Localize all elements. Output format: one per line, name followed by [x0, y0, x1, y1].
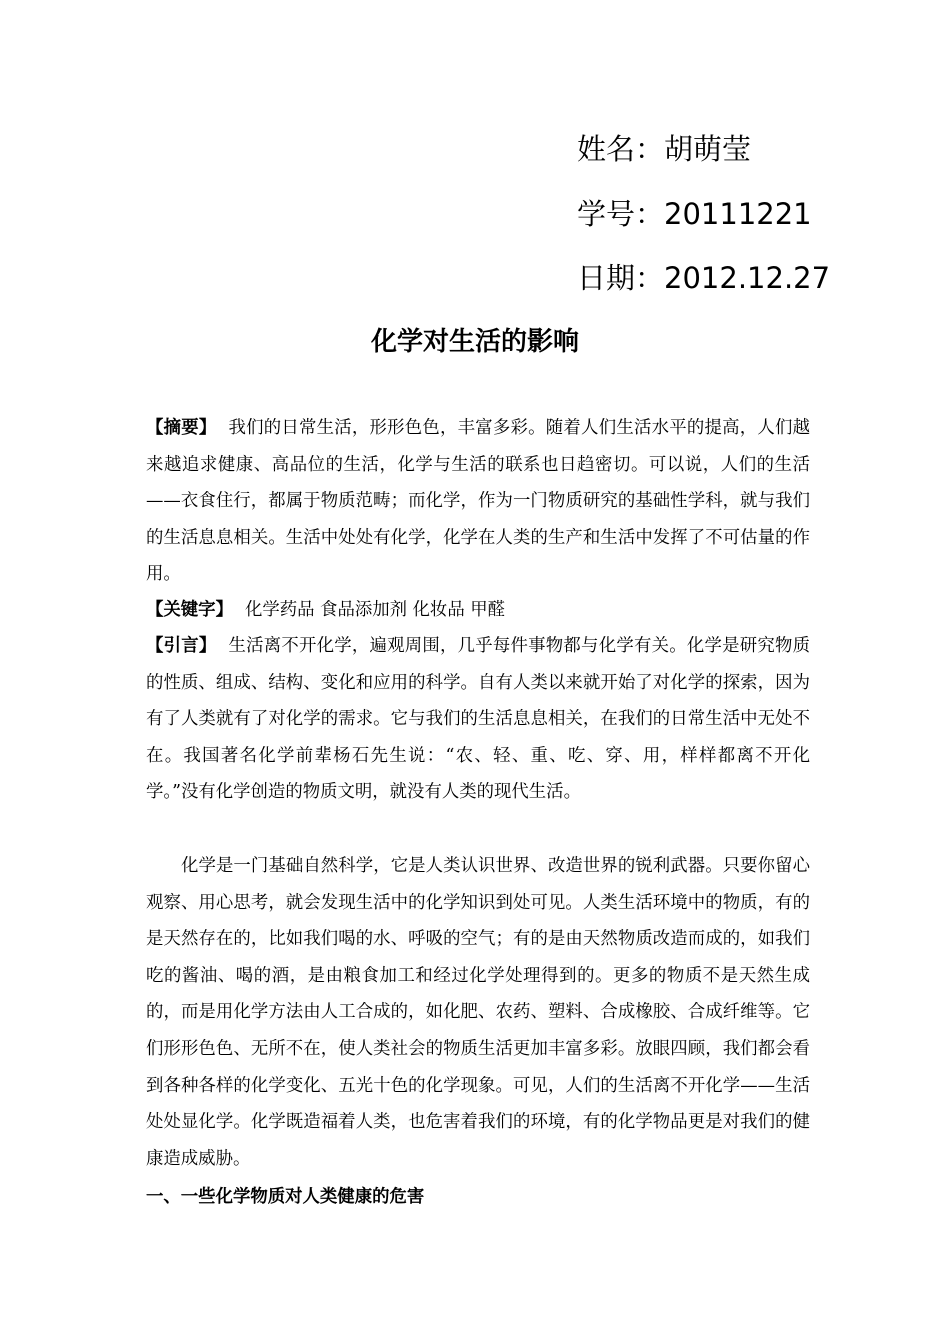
date-value: 2012.12.27: [664, 261, 831, 295]
id-value: 20111221: [664, 197, 812, 231]
date-label: 日期：: [577, 261, 665, 295]
document-title: 化学对生活的影响: [370, 327, 579, 357]
name-value: 胡萌莹: [664, 132, 752, 166]
body-paragraph: 化学是一门基础自然科学，它是人类认识世界、改造世界的锐利武器。只要你留心观察、用心思考，就会发现生活中的化学知识到处可见。人类生活环境中的物质，有的是天然存在的，比如我们喝的水、呼吸的空气；有的是由天然物质改造而成的，如我们吃的酱油、喝的酒，是由粮食加工和经过化学处理得到的。更多的物质不是天然生成的，而是用化学方法由人工合成的，如化肥、农药、塑料、合成橡胶、合成纤维等。它们形形色色、无所不在，使人类社会的物质生活更加丰富多彩。放眼四顾，我们都会看到各种各样的化学变化、五光十色的化学现象。可见，人们的生活离不开化学——生活处处显化学。化学既造福着人类，也危害着我们的环境，有的化学物品更是对我们的健康造成威胁。: [146, 856, 810, 1169]
intro-section: [146, 628, 810, 811]
keywords-section: [146, 593, 810, 627]
intro-text: 生活离不开化学，遍观周围，几乎每件事物都与化学有关。化学是研究物质的性质、组成、结构、变化和应用的科学。自有人类以来就开始了对化学的探索，因为有了人类就有了对化学的需求。它与我们的生活息息相关，在我们的日常生活中无处不在。我国著名化学前辈杨石先生说：“农、轻、重、吃、穿、用，样样都离不开化学。”没有化学创造的物质文明，就没有人类的现代生活。: [146, 636, 810, 803]
student-name: [577, 131, 751, 167]
abstract-section: [146, 410, 810, 593]
student-id: [577, 196, 812, 232]
intro-tag: 【引言】: [146, 636, 217, 656]
keywords-tag: 【关键字】: [146, 600, 233, 620]
id-label: 学号：: [577, 197, 665, 231]
section-heading: 一、一些化学物质对人类健康的危害: [146, 1187, 425, 1207]
keywords-text: 化学药品 食品添加剂 化妆品 甲醛: [244, 600, 506, 620]
abstract-text: 我们的日常生活，形形色色，丰富多彩。随着人们生活水平的提高，人们越来越追求健康、高品位的生活，化学与生活的联系也日趋密切。可以说，人们的生活——衣食住行，都属于物质范畴；而化学，作为一门物质研究的基础性学科，就与我们的生活息息相关。生活中处处有化学，化学在人类的生产和生活中发挥了不可估量的作用。: [146, 418, 810, 585]
abstract-tag: 【摘要】: [146, 418, 217, 438]
document-date: [577, 260, 830, 296]
name-label: 姓名：: [577, 132, 665, 166]
